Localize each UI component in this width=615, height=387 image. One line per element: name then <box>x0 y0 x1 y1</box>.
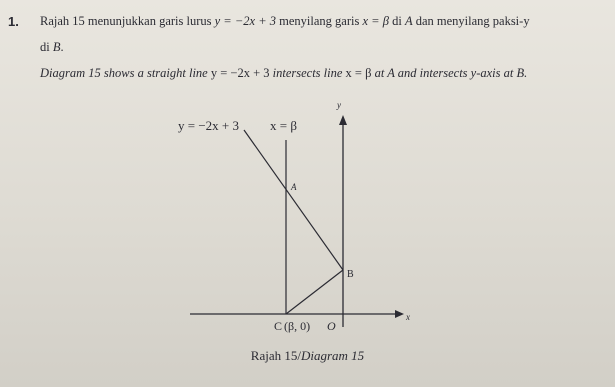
segment-bc <box>286 270 343 314</box>
text-fragment: menyilang garis <box>276 14 363 28</box>
caption-malay: Rajah 15/ <box>250 348 301 363</box>
equation-line: y = −2x + 3 <box>214 14 277 28</box>
equation-vertical: x = β <box>345 66 372 80</box>
equation-line: y = −2x + 3 <box>210 66 270 80</box>
point-a-label: A <box>291 182 297 192</box>
point-c-label: C <box>274 319 283 333</box>
caption-english: Diagram 15 <box>300 348 365 363</box>
text-fragment: Diagram 15 shows a straight line <box>40 66 211 80</box>
equation-vertical: x = β <box>362 14 389 28</box>
label-vertical-equation: x = β <box>270 118 297 133</box>
label-line-equation: y = −2x + 3 <box>178 118 239 133</box>
point-b-label: B <box>347 269 354 280</box>
axis-label-x: x <box>406 312 410 322</box>
text-fragment: at A and intersects y-axis at B. <box>371 66 528 80</box>
text-fragment: . <box>60 40 64 54</box>
text-fragment: dan menyilang paksi-y <box>412 14 530 28</box>
point-c-coordinates: (β, 0) <box>284 319 311 333</box>
text-fragment: di <box>388 14 405 28</box>
origin-label: O <box>327 319 336 333</box>
axis-label-y: y <box>337 100 341 110</box>
y-axis-arrow-icon <box>339 115 347 125</box>
text-fragment: Rajah 15 menunjukkan garis lurus <box>40 14 215 28</box>
question-number: 1. <box>8 14 19 29</box>
text-fragment: di <box>40 40 53 54</box>
point-label: B <box>52 40 61 54</box>
x-axis-arrow-icon <box>395 310 404 318</box>
diagram-caption <box>0 348 615 364</box>
line-y-equals-neg2x-plus3 <box>244 130 343 270</box>
point-label: A <box>404 14 413 28</box>
text-fragment: intersects line <box>269 66 346 80</box>
